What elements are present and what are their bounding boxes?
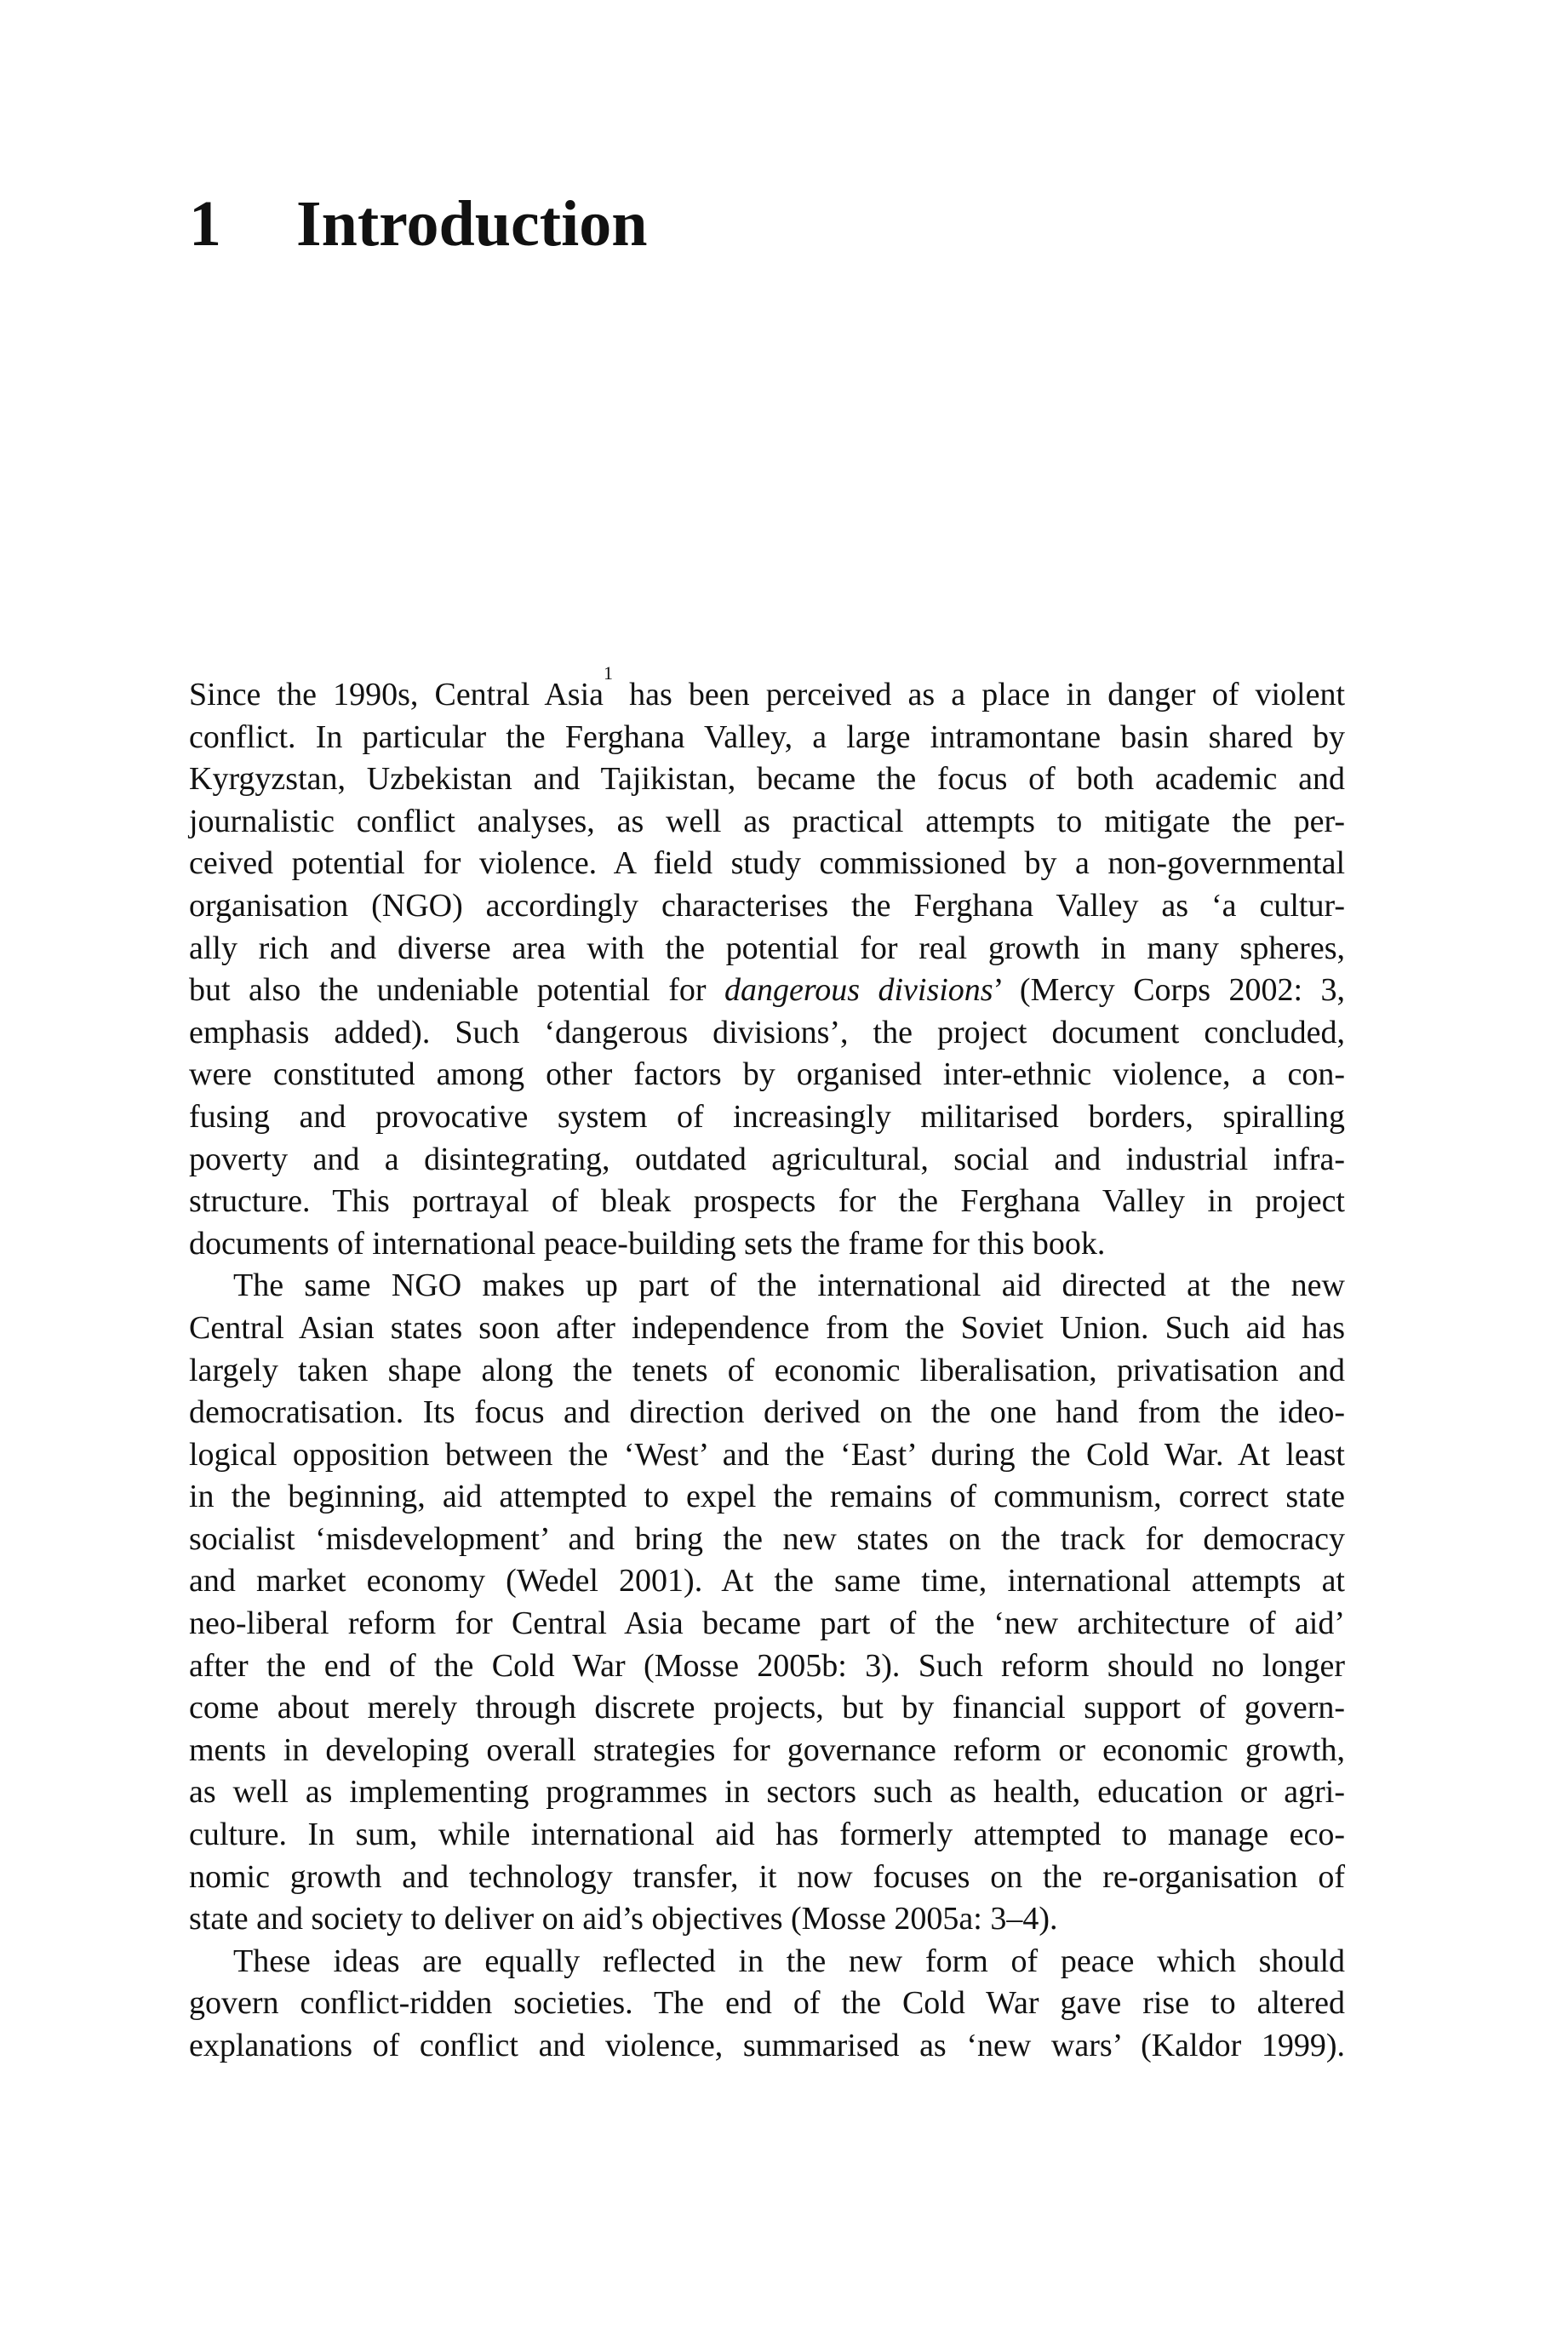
chapter-title: Introduction (296, 188, 648, 260)
text-line (189, 662, 1346, 717)
footnote-reference: 1 (604, 662, 613, 684)
text-line: Central Asian states soon after independence from the Soviet Union. Such aid has (189, 1309, 1345, 1346)
text-line: ments in developing overall strategies for governance reform or economic growth, (189, 1731, 1345, 1768)
text-line: were constituted among other factors by organised inter-ethnic violence, a con- (189, 1056, 1345, 1093)
text-segment: Since the 1990s, Central Asia (189, 677, 604, 712)
text-line: as well as implementing programmes in sectors such as health, education or agri- (189, 1774, 1345, 1811)
text-line: neo-liberal reform for Central Asia became part of the ‘new architecture of aid’ (189, 1605, 1345, 1642)
text-line: ally rich and diverse area with the potential for real growth in many spheres, (189, 930, 1345, 966)
text-line: culture. In sum, while international aid has formerly attempted to manage eco- (189, 1817, 1345, 1853)
text-segment: has been perceived as a place in danger of violent (629, 677, 1346, 712)
text-line: explanations of conflict and violence, summarised as ‘new wars’ (Kaldor 1999). (189, 2028, 1345, 2063)
text-line: nomic growth and technology transfer, it now focuses on the re-organisation of (189, 1858, 1345, 1895)
text-line: democratisation. Its focus and direction derived on the one hand from the ideo- (189, 1394, 1345, 1431)
text-line: These ideas are equally reflected in the new form of peace which should (233, 1943, 1345, 1979)
text-line: govern conflict-ridden societies. The end of the Cold War gave rise to altered (189, 1985, 1345, 2022)
text-line: ceived potential for violence. A field study commissioned by a non-governmental (189, 845, 1345, 882)
text-line: socialist ‘misdevelopment’ and bring the new states on the track for democracy (189, 1520, 1345, 1557)
text-line: fusing and provocative system of increasingly militarised borders, spiralling (189, 1098, 1345, 1135)
text-line: journalistic conflict analyses, as well as practical attempts to mitigate the per- (189, 803, 1345, 839)
text-line: documents of international peace-building sets the frame for this book. (189, 1225, 1106, 1262)
chapter-heading (189, 188, 648, 260)
text-line: structure. This portrayal of bleak prospects for the Ferghana Valley in project (189, 1183, 1345, 1220)
body-text (189, 662, 1346, 2068)
text-line: emphasis added). Such ‘dangerous divisions’, the project document concluded, (189, 1014, 1345, 1050)
text-line: The same NGO makes up part of the international aid directed at the new (233, 1268, 1345, 1304)
text-line: organisation (NGO) accordingly characterises the Ferghana Valley as ‘a cultur- (189, 887, 1345, 924)
text-line: logical opposition between the ‘West’ and the ‘East’ during the Cold War. At least (189, 1436, 1345, 1473)
chapter-number: 1 (189, 188, 221, 260)
text-line: Kyrgyzstan, Uzbekistan and Tajikistan, became the focus of both academic and (189, 761, 1345, 798)
text-line: in the beginning, aid attempted to expel the remains of communism, correct state (189, 1479, 1345, 1515)
text-line: after the end of the Cold War (Mosse 2005b: 3). Such reform should no longer (189, 1647, 1345, 1684)
text-line (189, 970, 1345, 1012)
text-segment: but also the undeniable potential for (189, 972, 724, 1009)
text-segment: ’ (Mercy Corps 2002: 3, (993, 972, 1345, 1009)
text-line: state and society to deliver on aid’s objectives (Mosse 2005a: 3–4). (189, 1901, 1058, 1937)
emphasized-text: dangerous divisions (724, 972, 993, 1009)
text-line: largely taken shape along the tenets of economic liberalisation, privatisation and (189, 1352, 1345, 1388)
text-line: come about merely through discrete projects, but by financial support of govern- (189, 1690, 1345, 1726)
text-line: and market economy (Wedel 2001). At the same time, international attempts at (189, 1563, 1345, 1599)
text-line: poverty and a disintegrating, outdated agricultural, social and industrial infra- (189, 1141, 1345, 1177)
text-line: conflict. In particular the Ferghana Valley, a large intramontane basin shared by (189, 718, 1345, 755)
